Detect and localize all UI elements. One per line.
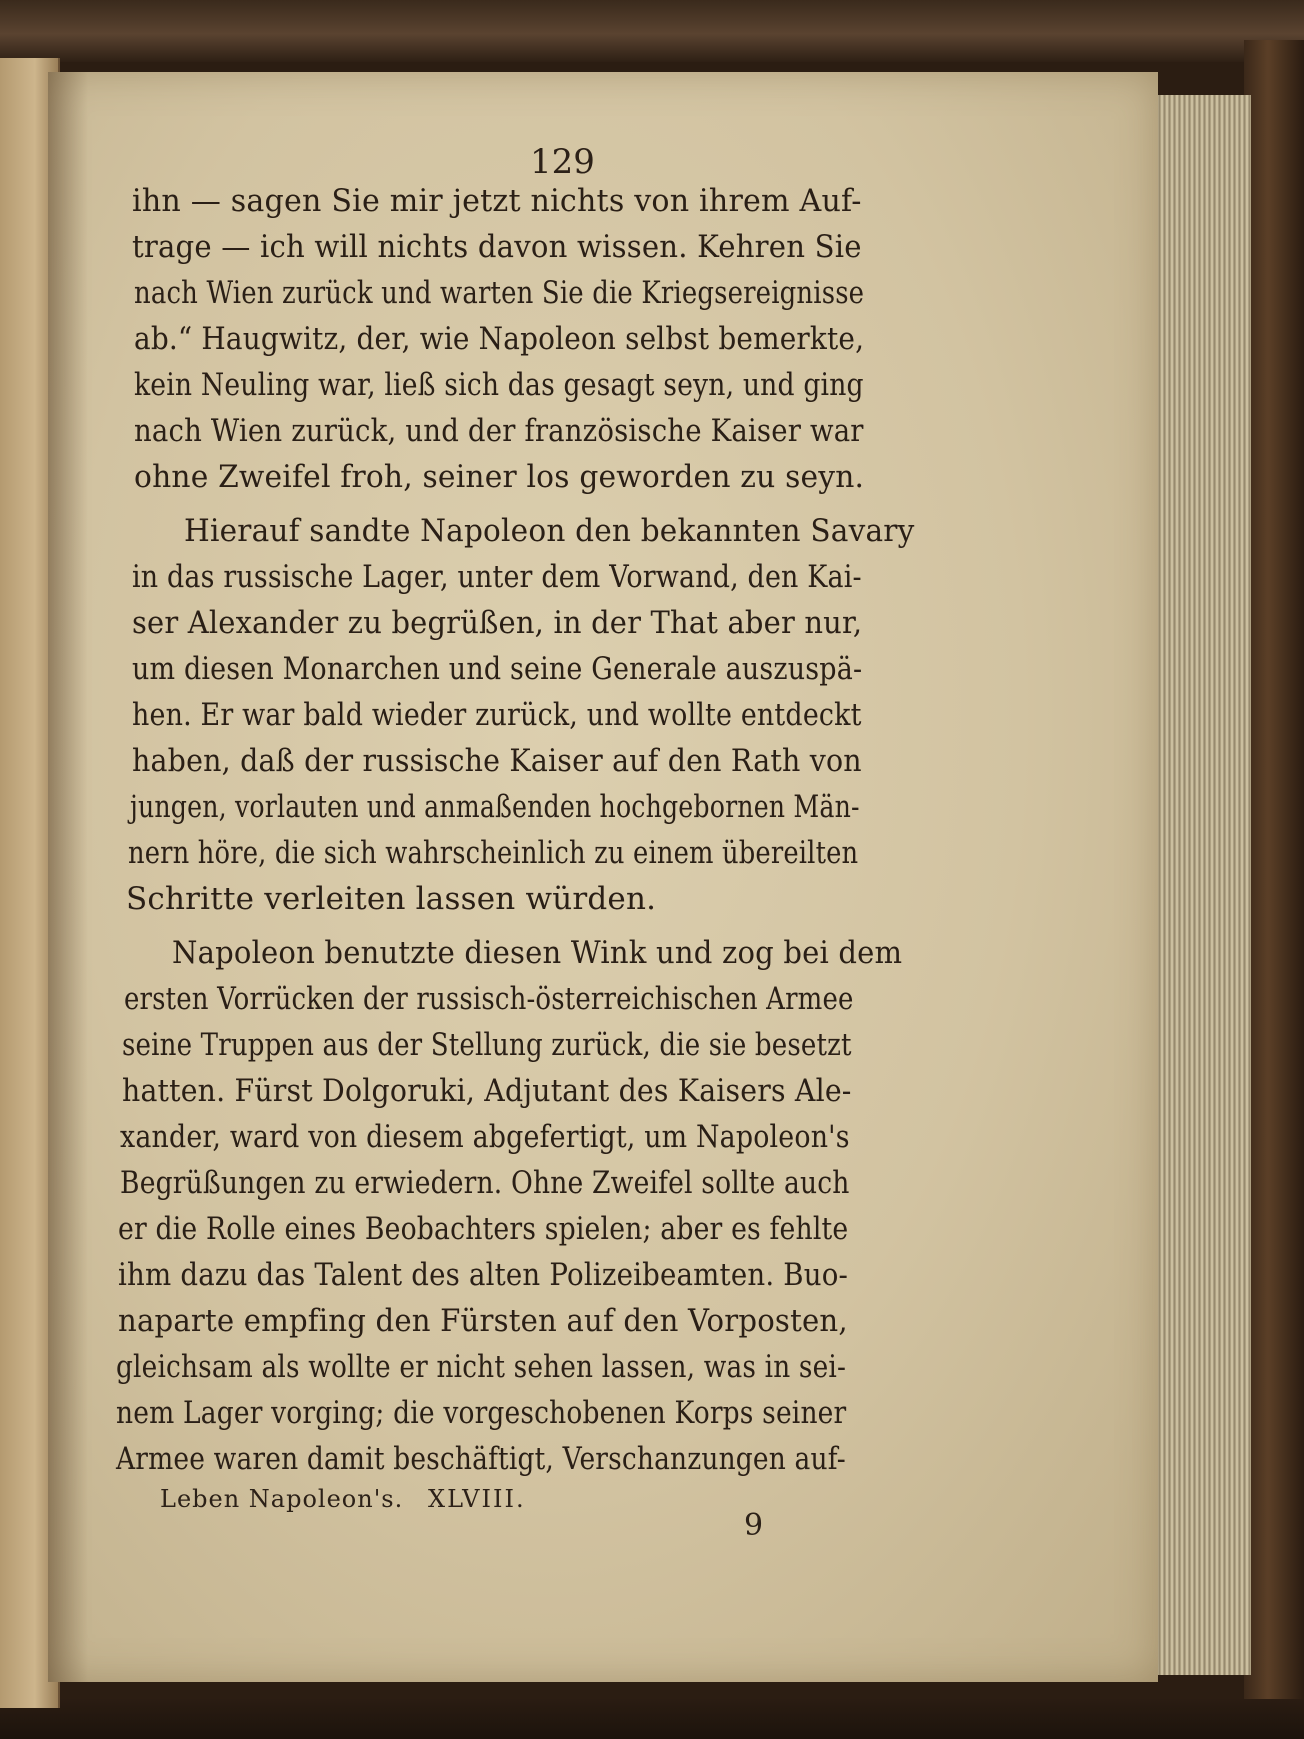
text-line-5: kein Neuling war, ließ sich das gesagt seyn, und ging (134, 367, 864, 403)
footer-volume: XLVIII. (428, 1485, 526, 1513)
text-line-20: hatten. Fürst Dolgoruki, Adjutant des Kaisers Ale- (122, 1073, 852, 1109)
text-line-15: nern höre, die sich wahrscheinlich zu einem übereilten (128, 835, 859, 871)
text-line-27: nem Lager vorging; die vorgeschobenen Korps seiner (116, 1395, 847, 1431)
text-line-22: Begrüßungen zu erwiedern. Ohne Zweifel sollte auch (120, 1165, 850, 1201)
text-line-24: ihm dazu das Talent des alten Polizeibeamten. Buo- (118, 1257, 849, 1293)
text-line-26: gleichsam als wollte er nicht sehen lassen, was in sei- (116, 1349, 847, 1385)
text-line-13: haben, daß der russische Kaiser auf den Rath von (132, 743, 862, 779)
text-line-8: Hierauf sandte Napoleon den bekannten Savary (184, 513, 915, 549)
text-line-2: trage — ich will nichts davon wissen. Kehren Sie (132, 229, 862, 265)
text-line-1: ihn — sagen Sie mir jetzt nichts von ihrem Auf- (132, 183, 862, 219)
text-line-18: ersten Vorrücken der russisch-österreichischen Armee (124, 981, 854, 1017)
text-line-16: Schritte verleiten lassen würden. (126, 881, 657, 917)
text-line-19: seine Truppen aus der Stellung zurück, die sie besetzt (122, 1027, 852, 1063)
text-line-7: ohne Zweifel froh, seiner los geworden zu seyn. (134, 459, 865, 495)
text-line-17: Napoleon benutzte diesen Wink und zog bei dem (172, 935, 903, 971)
text-line-6: nach Wien zurück, und der französische Kaiser war (134, 413, 864, 449)
page-block-edges (1150, 95, 1251, 1675)
text-line-14: jungen, vorlauten und anmaßenden hochgebornen Män- (130, 789, 860, 825)
text-line-28: Armee waren damit beschäftigt, Verschanzungen auf- (116, 1441, 846, 1477)
text-line-4: ab.“ Haugwitz, der, wie Napoleon selbst bemerkte, (134, 321, 865, 357)
text-line-12: hen. Er war bald wieder zurück, und wollte entdeckt (132, 697, 862, 733)
text-line-23: er die Rolle eines Beobachters spielen; aber es fehlte (118, 1211, 849, 1247)
book-cover-top (0, 0, 1304, 62)
book-cover-bottom (0, 1699, 1304, 1739)
book-cover-right (1244, 40, 1304, 1739)
text-line-21: xander, ward von diesem abgefertigt, um Napoleon's (120, 1119, 850, 1155)
page-number: 129 (530, 142, 595, 182)
text-line-10: ser Alexander zu begrüßen, in der That aber nur, (132, 605, 863, 641)
signature-mark: 9 (744, 1508, 764, 1543)
text-line-11: um diesen Monarchen und seine Generale auszuspä- (132, 651, 863, 687)
text-line-9: in das russische Lager, unter dem Vorwand, den Kai- (132, 559, 862, 595)
text-line-25: naparte empfing den Fürsten auf den Vorposten, (118, 1303, 848, 1339)
text-line-3: nach Wien zurück und warten Sie die Kriegsereignisse (134, 275, 865, 311)
footer-title: Leben Napoleon's. (160, 1485, 404, 1513)
gutter-shadow (48, 72, 88, 1682)
